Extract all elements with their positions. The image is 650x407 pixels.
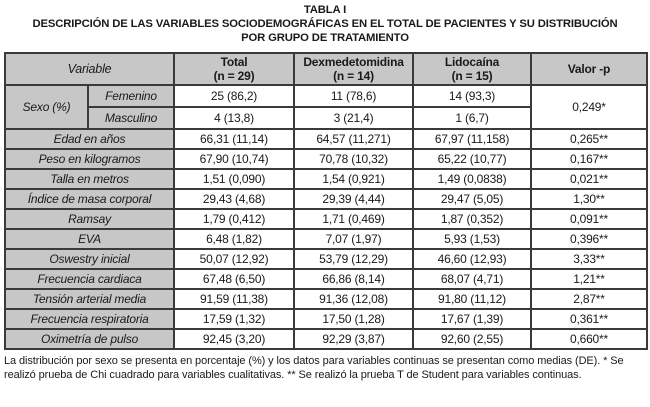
- table-row: [5, 329, 647, 349]
- row-label: Peso en kilogramos: [5, 149, 174, 169]
- cell-pvalue-sexo: 0,249*: [531, 85, 647, 129]
- cell-dexmedetomidina: 17,50 (1,28): [294, 309, 413, 329]
- cell-pvalue: 0,091**: [531, 209, 647, 229]
- row-label-sexo: Sexo (%): [5, 85, 88, 129]
- row-label: Frecuencia respiratoria: [5, 309, 174, 329]
- cell-pvalue: 0,396**: [531, 229, 647, 249]
- cell-pvalue: 0,021**: [531, 169, 647, 189]
- column-header-dexmedetomidina: [294, 53, 413, 85]
- row-sublabel-masculino: Masculino: [88, 107, 174, 129]
- cell-lidocaina: 5,93 (1,53): [413, 229, 531, 249]
- cell-pvalue: 0,167**: [531, 149, 647, 169]
- table-row: [5, 149, 647, 169]
- cell-pvalue: 3,33**: [531, 249, 647, 269]
- cell-total-masculino: 4 (13,8): [174, 107, 294, 129]
- cell-dexmedetomidina: 29,39 (4,44): [294, 189, 413, 209]
- column-header-lidocaina-name: Lidocaína: [444, 54, 500, 69]
- column-header-pvalue: Valor -p: [531, 53, 647, 85]
- row-label: Oximetría de pulso: [5, 329, 174, 349]
- cell-pvalue: 1,30**: [531, 189, 647, 209]
- cell-dexmedetomidina: 91,36 (12,08): [294, 289, 413, 309]
- cell-dexmedetomidina: 64,57 (11,271): [294, 129, 413, 149]
- table-row-sexo-femenino: [5, 85, 647, 107]
- column-header-variable: Variable: [5, 53, 174, 85]
- cell-total: 66,31 (11,14): [174, 129, 294, 149]
- row-sublabel-femenino: Femenino: [88, 85, 174, 107]
- cell-lidocaina: 67,97 (11,158): [413, 129, 531, 149]
- cell-lidocaina: 1,87 (0,352): [413, 209, 531, 229]
- table-footnote: La distribución por sexo se presenta en porcentaje (%) y los datos para variables continuas se presentan como medias (DE). * Se realizó prueba de Chi cuadrado para variables cualitativas. ** Se realizó la prueba T de Student para variables continuas.: [4, 355, 624, 381]
- cell-total: 17,59 (1,32): [174, 309, 294, 329]
- cell-dexmedetomidina: 7,07 (1,97): [294, 229, 413, 249]
- row-label: Talla en metros: [5, 169, 174, 189]
- row-label: Ramsay: [5, 209, 174, 229]
- column-header-total-name: Total: [220, 54, 248, 69]
- row-label: Edad en años: [5, 129, 174, 149]
- cell-total-femenino: 25 (86,2): [174, 85, 294, 107]
- table-row: [5, 189, 647, 209]
- cell-total: 67,90 (10,74): [174, 149, 294, 169]
- cell-dexmedetomidina: 70,78 (10,32): [294, 149, 413, 169]
- cell-pvalue: 0,660**: [531, 329, 647, 349]
- table-header-row: [5, 53, 647, 85]
- row-label: EVA: [5, 229, 174, 249]
- row-label: Oswestry inicial: [5, 249, 174, 269]
- row-label: Frecuencia cardiaca: [5, 269, 174, 289]
- cell-dexmedetomidina: 1,71 (0,469): [294, 209, 413, 229]
- column-header-lidocaina: [413, 53, 531, 85]
- cell-dexmedetomidina: 53,79 (12,29): [294, 249, 413, 269]
- cell-pvalue: 1,21**: [531, 269, 647, 289]
- cell-dexmedetomidina: 1,54 (0,921): [294, 169, 413, 189]
- row-label: Tensión arterial media: [5, 289, 174, 309]
- cell-lidocaina: 92,60 (2,55): [413, 329, 531, 349]
- cell-lidocaina: 1,49 (0,0838): [413, 169, 531, 189]
- column-header-lidocaina-n: (n = 15): [451, 69, 493, 84]
- cell-total: 92,45 (3,20): [174, 329, 294, 349]
- table-row: [5, 269, 647, 289]
- table-title: [0, 0, 650, 45]
- cell-pvalue: 0,361**: [531, 309, 647, 329]
- cell-dexmedetomidina: 66,86 (8,14): [294, 269, 413, 289]
- table-row: [5, 309, 647, 329]
- title-kicker: TABLA I: [303, 4, 347, 16]
- cell-dexmedetomidina-femenino: 11 (78,6): [294, 85, 413, 107]
- cell-pvalue: 0,265**: [531, 129, 647, 149]
- sex-block: [5, 85, 647, 129]
- cell-total: 29,43 (4,68): [174, 189, 294, 209]
- cell-lidocaina: 91,80 (11,12): [413, 289, 531, 309]
- cell-lidocaina: 65,22 (10,77): [413, 149, 531, 169]
- cell-total: 1,79 (0,412): [174, 209, 294, 229]
- cell-lidocaina: 68,07 (4,71): [413, 269, 531, 289]
- cell-lidocaina: 29,47 (5,05): [413, 189, 531, 209]
- table-row: [5, 289, 647, 309]
- cell-total: 67,48 (6,50): [174, 269, 294, 289]
- cell-total: 50,07 (12,92): [174, 249, 294, 269]
- title-line-1: DESCRIPCIÓN DE LAS VARIABLES SOCIODEMOGRÁFICAS EN EL TOTAL DE PACIENTES Y SU DISTRIBUCIÓN: [32, 17, 618, 30]
- cell-dexmedetomidina: 92,29 (3,87): [294, 329, 413, 349]
- demographics-table: [4, 52, 648, 350]
- table-row: [5, 209, 647, 229]
- cell-total: 1,51 (0,090): [174, 169, 294, 189]
- table-row: [5, 129, 647, 149]
- table-row: [5, 229, 647, 249]
- table-header: [5, 53, 647, 85]
- column-header-dexmedetomidina-name: Dexmedetomidina: [303, 54, 404, 69]
- cell-total: 91,59 (11,38): [174, 289, 294, 309]
- column-header-total-n: (n = 29): [213, 69, 255, 84]
- variable-rows: [5, 129, 647, 349]
- column-header-total: [174, 53, 294, 85]
- cell-lidocaina-masculino: 1 (6,7): [413, 107, 531, 129]
- cell-lidocaina: 46,60 (12,93): [413, 249, 531, 269]
- cell-lidocaina-femenino: 14 (93,3): [413, 85, 531, 107]
- cell-dexmedetomidina-masculino: 3 (21,4): [294, 107, 413, 129]
- cell-total: 6,48 (1,82): [174, 229, 294, 249]
- cell-lidocaina: 17,67 (1,39): [413, 309, 531, 329]
- table-row: [5, 169, 647, 189]
- cell-pvalue: 2,87**: [531, 289, 647, 309]
- title-line-2: POR GRUPO DE TRATAMIENTO: [241, 31, 409, 44]
- row-label: Índice de masa corporal: [5, 189, 174, 209]
- column-header-dexmedetomidina-n: (n = 14): [333, 69, 374, 84]
- table-row: [5, 249, 647, 269]
